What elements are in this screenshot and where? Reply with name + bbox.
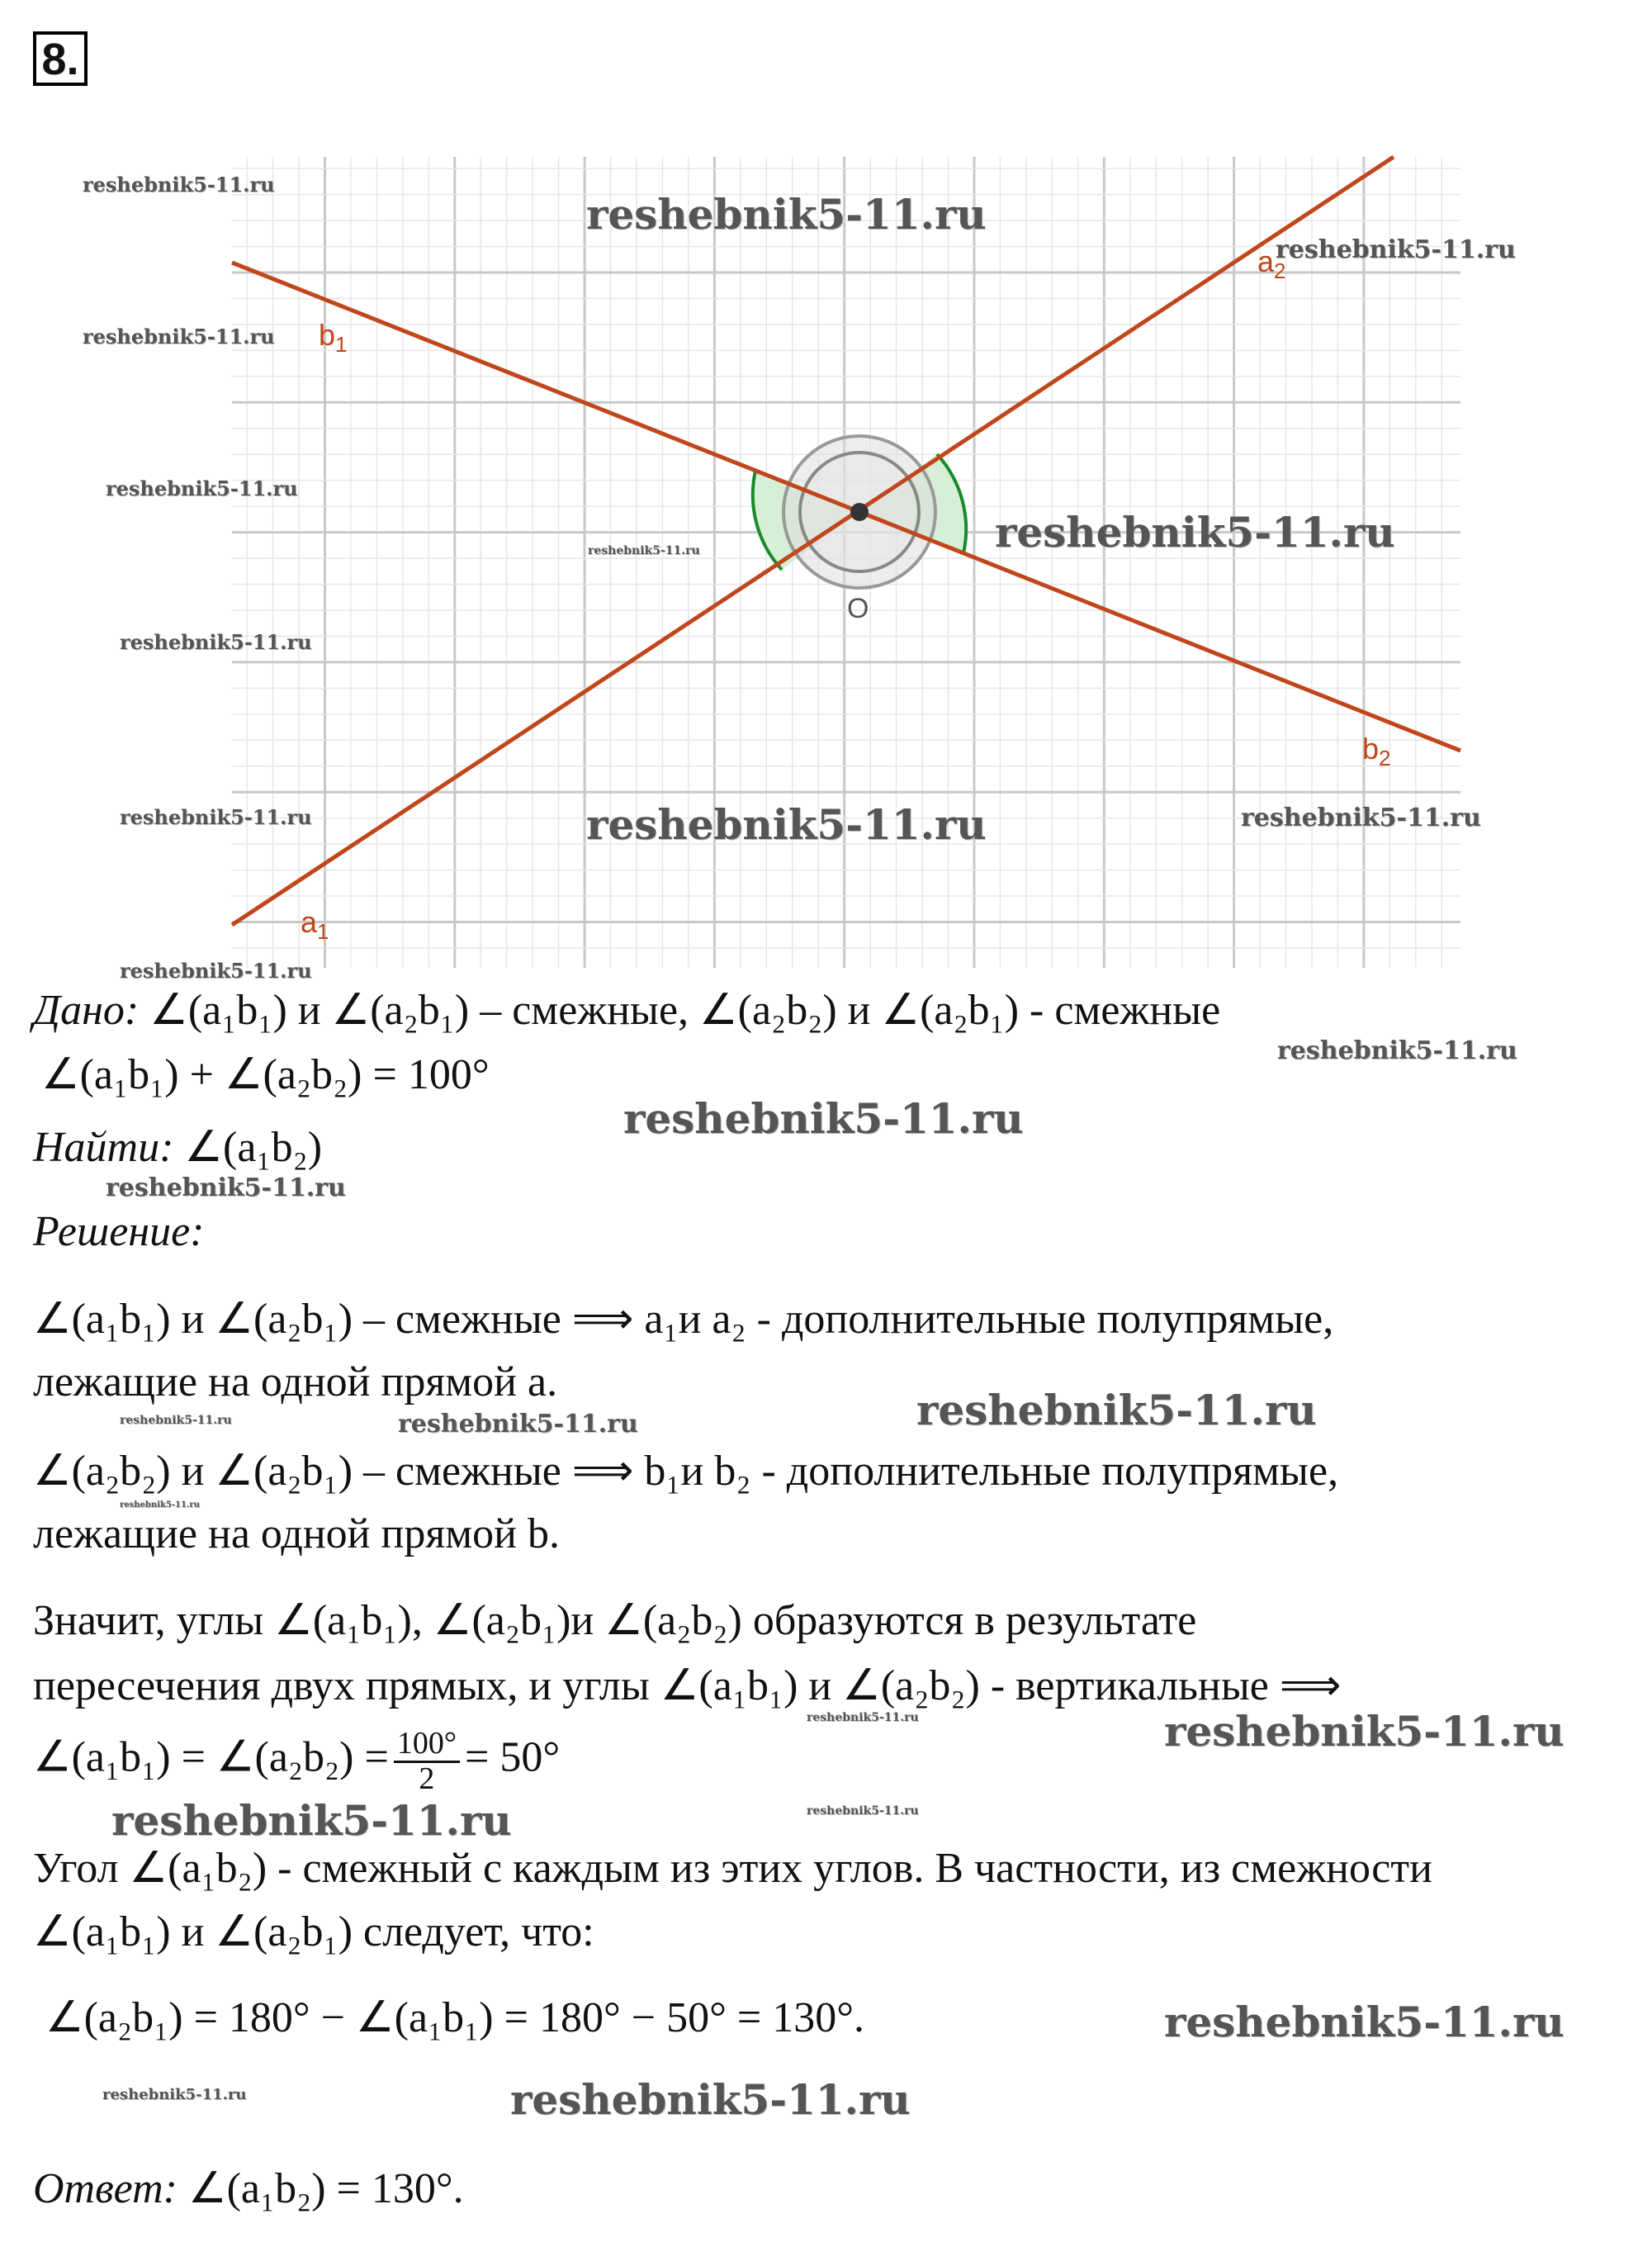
watermark: reshebnik5-11.ru (995, 508, 1395, 557)
watermark: reshebnik5-11.ru (120, 630, 312, 654)
given-line-2: ∠(a₁b₁) + ∠(a₂b₂) = 100° (41, 1051, 490, 1098)
watermark: reshebnik5-11.ru (807, 1711, 919, 1724)
answer-line (33, 2165, 464, 2212)
solution-line-2: лежащие на одной прямой a. (33, 1358, 558, 1405)
watermark: reshebnik5-11.ru (83, 173, 275, 197)
given-text: ∠(a₁b₁) и ∠(a₂b₁) – смежные, ∠(a₂b₂) и ∠(a₂b₁) - смежные (139, 987, 1221, 1034)
watermark: reshebnik5-11.ru (120, 805, 312, 829)
label-a2: $a_2$ (1257, 244, 1286, 284)
fraction-numerator: 100° (394, 1728, 460, 1763)
given-label: Дано: (33, 987, 140, 1034)
equation-left: ∠(a₁b₁) = ∠(a₂b₂) = (33, 1733, 389, 1781)
point-o (850, 503, 869, 521)
solution-label: Решение: (33, 1208, 205, 1255)
watermark: reshebnik5-11.ru (106, 476, 298, 500)
find-line (33, 1126, 322, 1169)
watermark: reshebnik5-11.ru (1241, 803, 1481, 832)
solution-line-1: ∠(a₁b₁) и ∠(a₂b₁) – смежные ⟹ a₁и a₂ - дополнительные полупрямые, (33, 1296, 1334, 1343)
label-o: O (847, 593, 869, 624)
solution-line-5: Значит, углы ∠(a₁b₁), ∠(a₂b₁)и ∠(a₂b₂) образуются в результате (33, 1597, 1197, 1644)
watermark: reshebnik5-11.ru (807, 1804, 919, 1818)
find-label: Найти: (33, 1124, 174, 1171)
watermark: reshebnik5-11.ru (102, 2086, 247, 2103)
label-b2: $b_2$ (1362, 732, 1391, 771)
watermark: reshebnik5-11.ru (120, 1414, 232, 1427)
watermark: reshebnik5-11.ru (623, 1094, 1024, 1143)
watermark: reshebnik5-11.ru (586, 800, 987, 849)
label-a1: $a_1$ (301, 905, 329, 945)
solution-line-6: пересечения двух прямых, и углы ∠(a₁b₁) и ∠(a₂b₂) - вертикальные ⟹ (33, 1662, 1342, 1709)
watermark: reshebnik5-11.ru (1276, 235, 1516, 264)
find-text: ∠(a₁b₂) (173, 1124, 323, 1171)
solution-line-3: ∠(a₂b₂) и ∠(a₂b₁) – смежные ⟹ b₁и b₂ - дополнительные полупрямые, (33, 1448, 1339, 1495)
watermark: reshebnik5-11.ru (120, 959, 312, 983)
watermark: reshebnik5-11.ru (510, 2075, 911, 2124)
watermark: reshebnik5-11.ru (1277, 1036, 1517, 1065)
solution-line-7 (33, 1728, 560, 1794)
answer-text: ∠(a₁b₂) = 130°. (177, 2165, 464, 2212)
solution-line-8: Угол ∠(a₁b₂) - смежный с каждым из этих углов. В частности, из смежности (33, 1845, 1432, 1892)
watermark: reshebnik5-11.ru (586, 190, 987, 239)
watermark: reshebnik5-11.ru (1164, 1707, 1564, 1756)
given-line-1 (33, 989, 1220, 1032)
solution-line-9: ∠(a₁b₁) и ∠(a₂b₁) следует, что: (33, 1908, 594, 1955)
answer-label: Ответ: (33, 2165, 178, 2212)
watermark: reshebnik5-11.ru (106, 1173, 346, 1202)
equation-right: = 50° (465, 1733, 561, 1781)
watermark: reshebnik5-11.ru (120, 1500, 200, 1510)
fraction-denominator: 2 (419, 1761, 435, 1796)
watermark: reshebnik5-11.ru (588, 544, 700, 557)
watermark: reshebnik5-11.ru (398, 1410, 638, 1439)
solution-line-4: лежащие на одной прямой b. (33, 1510, 560, 1557)
problem-number: 8. (33, 31, 88, 86)
fraction (394, 1728, 460, 1794)
solution-line-10: ∠(a₂b₁) = 180° − ∠(a₁b₁) = 180° − 50° = 130°. (45, 1994, 864, 2041)
watermark: reshebnik5-11.ru (1164, 1998, 1564, 2046)
watermark: reshebnik5-11.ru (83, 325, 275, 348)
watermark: reshebnik5-11.ru (916, 1386, 1317, 1434)
watermark: reshebnik5-11.ru (111, 1796, 512, 1845)
label-b1: $b_1$ (319, 318, 348, 358)
